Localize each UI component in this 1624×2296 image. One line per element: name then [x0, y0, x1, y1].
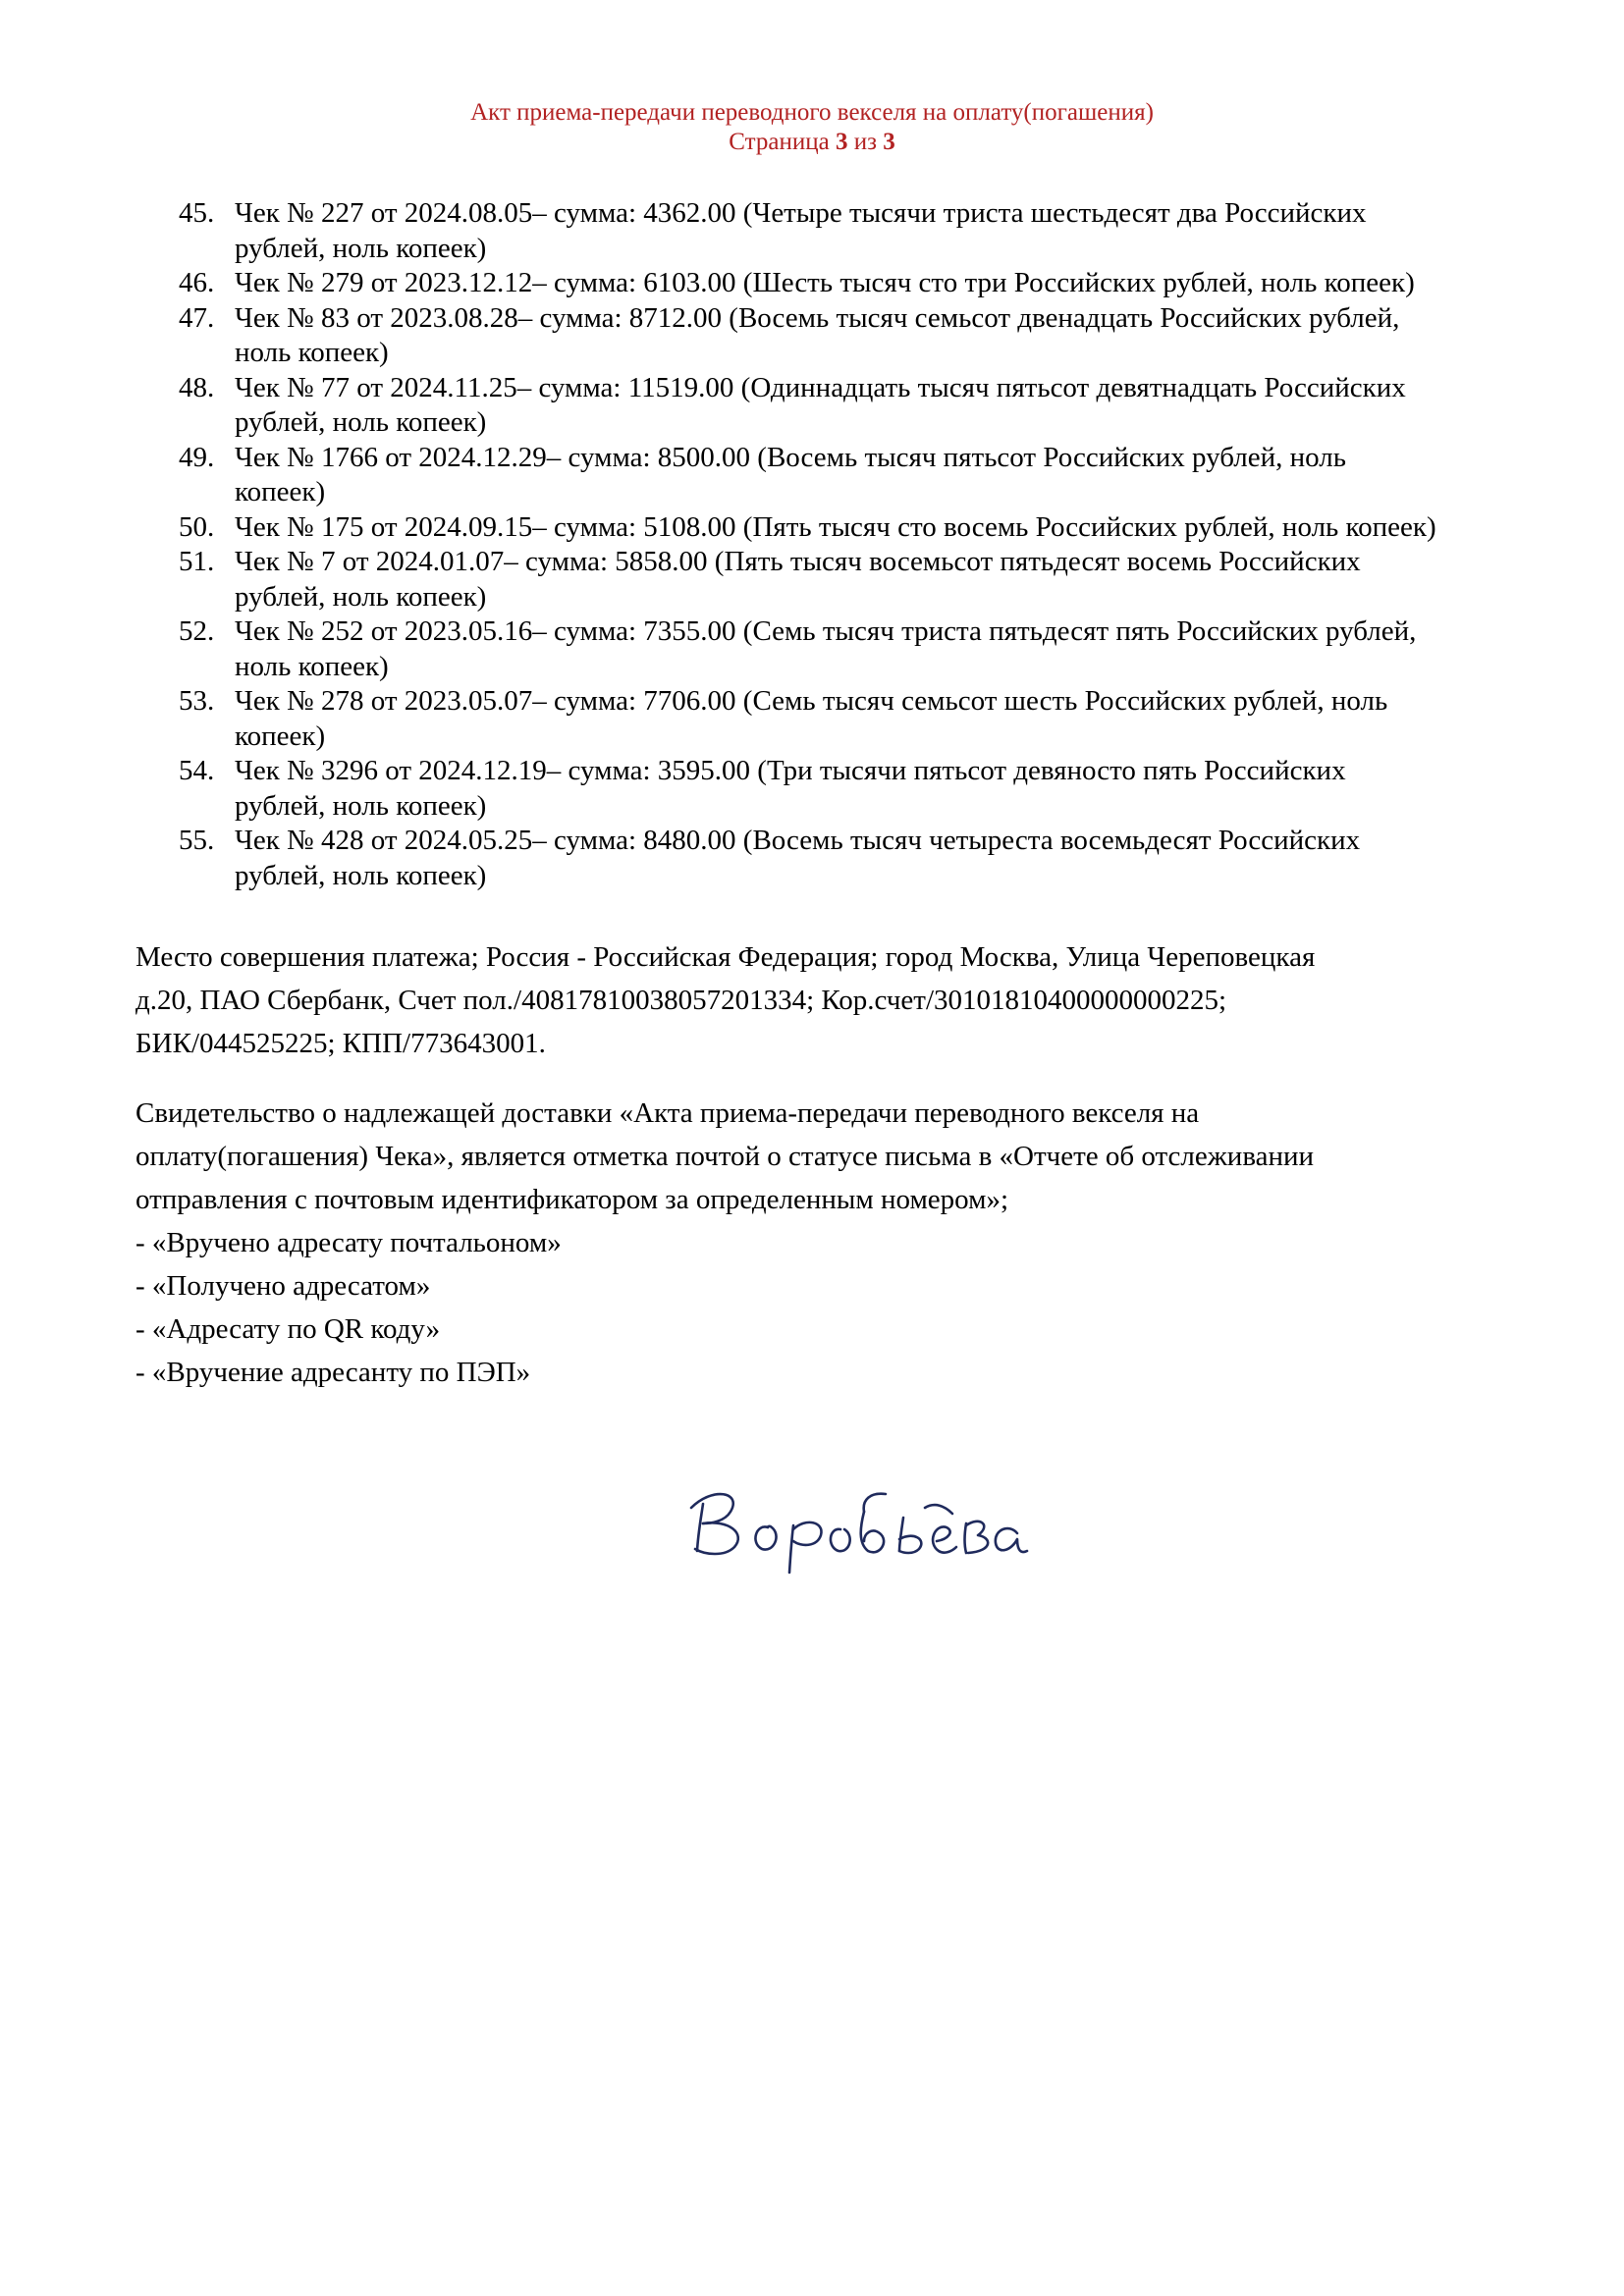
list-item	[179, 614, 1534, 684]
paragraph-line: Свидетельство о надлежащей доставки «Акта приема-передачи переводного векселя на	[135, 1097, 1200, 1129]
list-item	[179, 824, 1534, 893]
paragraph-line: оплату(погашения) Чека», является отметка почтой о статусе письма в «Отчете об отслеживании	[135, 1141, 1315, 1172]
list-item	[179, 754, 1534, 824]
page-counter	[0, 128, 1624, 157]
item-number: 52.	[179, 615, 215, 647]
payment-place-paragraph	[135, 935, 1530, 1065]
list-item	[179, 196, 1534, 266]
item-number: 48.	[179, 371, 215, 403]
item-line: Чек № 252 от 2023.05.16– сумма: 7355.00 (Семь тысяч триста пятьдесят пять Российских рублей,	[235, 615, 1417, 647]
item-line: Чек № 83 от 2023.08.28– сумма: 8712.00 (Восемь тысяч семьсот двенадцать Российских рублей,	[235, 301, 1400, 334]
document-title: Акт приема-передачи переводного векселя на оплату(погашения)	[470, 99, 1154, 126]
item-number: 51.	[179, 546, 215, 577]
paragraph-line: д.20, ПАО Сбербанк, Счет пол./40817810038057201334; Кор.счет/30101810400000000225;	[135, 985, 1227, 1016]
item-line-continuation: копеек)	[235, 476, 326, 507]
item-line-continuation: рублей, ноль копеек)	[235, 859, 487, 891]
item-line-continuation: рублей, ноль копеек)	[235, 406, 487, 438]
paragraph-line: отправления с почтовым идентификатором за определенным номером»;	[135, 1184, 1009, 1215]
status-item: - «Вручено адресату почтальоном»	[135, 1227, 562, 1258]
delivery-evidence-paragraph	[135, 1092, 1530, 1394]
item-line-continuation: рублей, ноль копеек)	[235, 232, 487, 264]
item-line-continuation: рублей, ноль копеек)	[235, 789, 487, 822]
page-current: 3	[835, 129, 848, 155]
item-number: 50.	[179, 510, 215, 543]
list-item	[179, 510, 1534, 546]
check-list	[179, 196, 1534, 893]
item-line-continuation: копеек)	[235, 720, 326, 752]
item-number: 47.	[179, 301, 215, 334]
page-of: из	[853, 129, 877, 155]
page-header	[0, 98, 1624, 157]
status-item: - «Получено адресатом»	[135, 1270, 431, 1302]
list-item	[179, 371, 1534, 441]
list-item	[179, 301, 1534, 371]
item-line: Чек № 77 от 2024.11.25– сумма: 11519.00 (Одиннадцать тысяч пятьсот девятнадцать Российских	[235, 371, 1406, 403]
page-total: 3	[883, 129, 895, 155]
item-line-continuation: ноль копеек)	[235, 337, 389, 368]
item-line: Чек № 227 от 2024.08.05– сумма: 4362.00 (Четыре тысячи триста шестьдесят два Российских	[235, 197, 1367, 229]
item-number: 45.	[179, 197, 215, 229]
list-item	[179, 684, 1534, 754]
item-line: Чек № 428 от 2024.05.25– сумма: 8480.00 (Восемь тысяч четыреста восемьдесят Российских	[235, 825, 1361, 856]
status-item: - «Вручение адресанту по ПЭП»	[135, 1357, 531, 1388]
item-line: Чек № 7 от 2024.01.07– сумма: 5858.00 (Пять тысяч восемьсот пятьдесят восемь Российских	[235, 546, 1361, 577]
item-line-continuation: ноль копеек)	[235, 650, 389, 682]
paragraph-line: Место совершения платежа; Россия - Российская Федерация; город Москва, Улица Череповецкая	[135, 941, 1316, 973]
item-number: 55.	[179, 825, 215, 856]
list-item	[179, 441, 1534, 510]
item-number: 54.	[179, 755, 215, 786]
item-line: Чек № 1766 от 2024.12.29– сумма: 8500.00 (Восемь тысяч пятьсот Российских рублей, ноль	[235, 441, 1346, 473]
item-number: 53.	[179, 685, 215, 717]
item-number: 49.	[179, 441, 215, 473]
item-line-continuation: рублей, ноль копеек)	[235, 580, 487, 613]
page-word: Страница	[729, 129, 830, 155]
item-line: Чек № 3296 от 2024.12.19– сумма: 3595.00 (Три тысячи пятьсот девяносто пять Российских	[235, 755, 1346, 786]
paragraph-line: БИК/044525225; КПП/773643001.	[135, 1028, 546, 1059]
status-item: - «Адресату по QR коду»	[135, 1313, 441, 1345]
handwritten-signature	[677, 1453, 1031, 1580]
list-item	[179, 545, 1534, 614]
item-number: 46.	[179, 267, 215, 298]
item-line: Чек № 278 от 2023.05.07– сумма: 7706.00 (Семь тысяч семьсот шесть Российских рублей, ноль	[235, 685, 1388, 717]
item-line: Чек № 279 от 2023.12.12– сумма: 6103.00 (Шесть тысяч сто три Российских рублей, ноль копеек)	[235, 267, 1415, 298]
list-item	[179, 266, 1534, 301]
item-line: Чек № 175 от 2024.09.15– сумма: 5108.00 (Пять тысяч сто восемь Российских рублей, ноль копеек)	[235, 510, 1436, 543]
